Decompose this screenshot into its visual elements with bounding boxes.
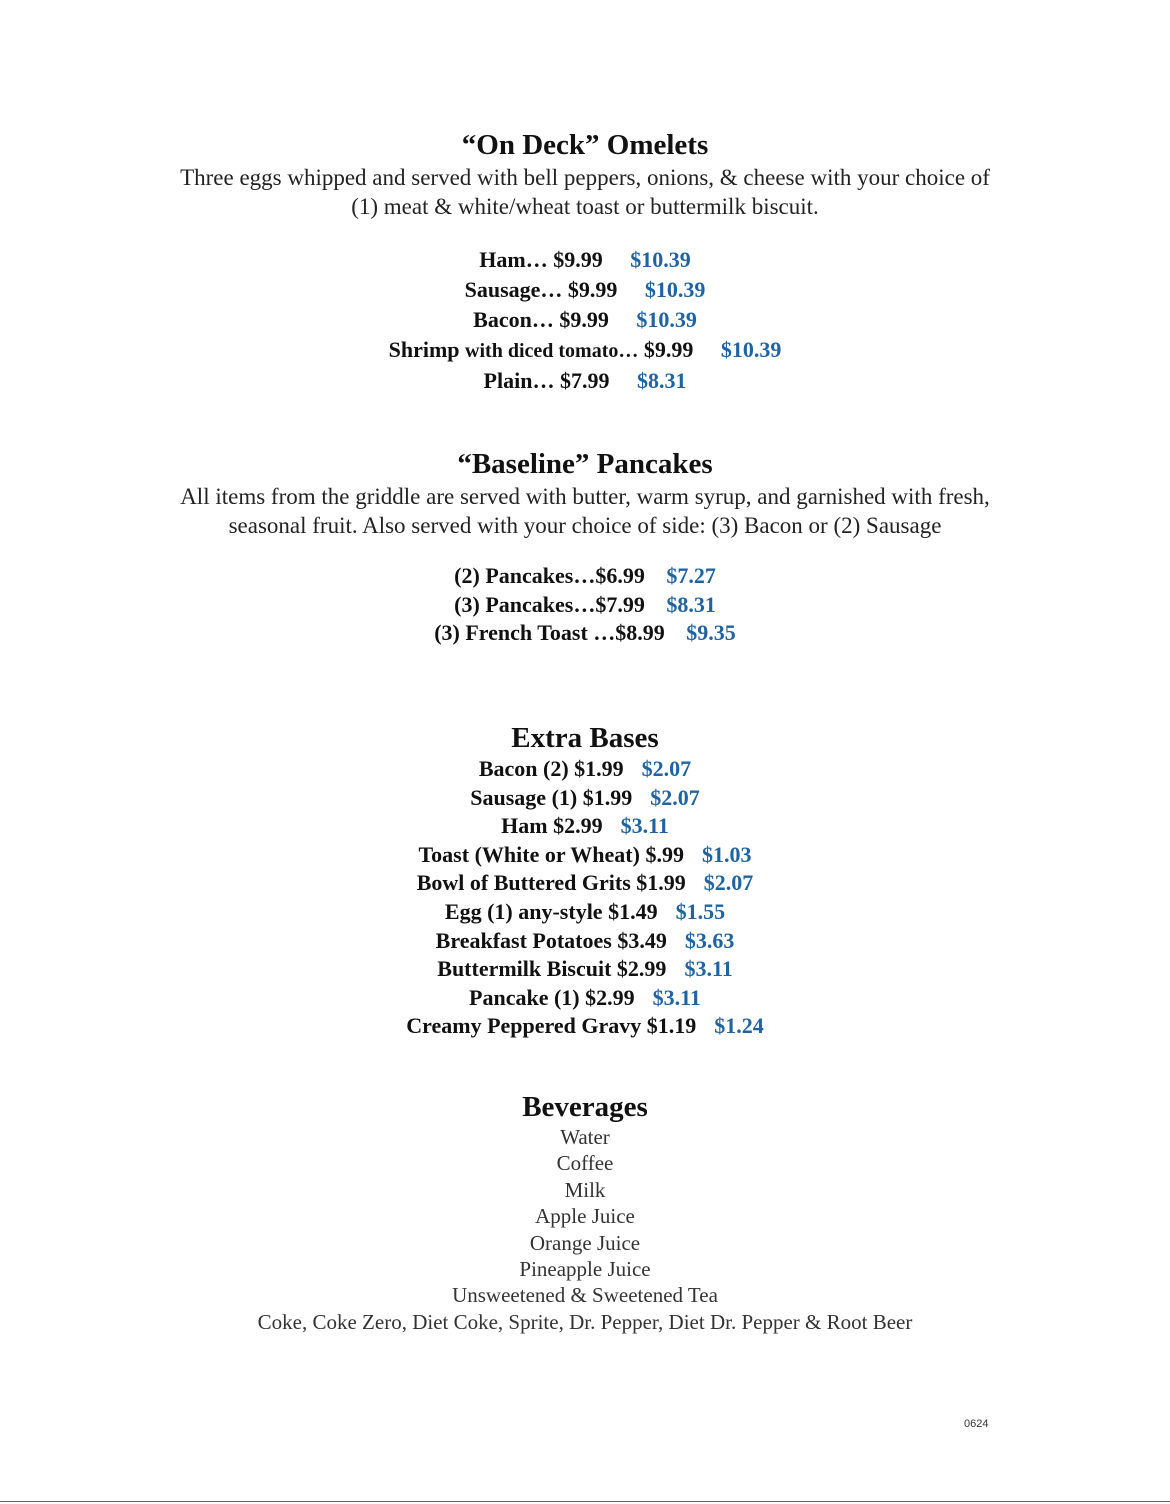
item-name: Bowl of Buttered Grits $1.99 <box>416 870 686 896</box>
menu-item <box>0 305 1170 335</box>
beverage-item: Coffee <box>556 1151 614 1176</box>
item-new-price: $2.07 <box>703 870 754 896</box>
beverage-item: Pineapple Juice <box>519 1257 651 1282</box>
item-new-price: $1.24 <box>714 1013 764 1039</box>
item-new-price: $9.35 <box>686 620 736 645</box>
item-new-price: $8.31 <box>666 591 716 617</box>
item-new-price: $10.39 <box>630 247 691 272</box>
item-name: Buttermilk Biscuit $2.99 <box>437 956 667 982</box>
pancakes-description-line1: All items from the griddle are served with butter, warm syrup, and garnished with fresh, <box>180 484 990 509</box>
menu-item <box>0 591 1170 620</box>
item-name: Creamy Peppered Gravy $1.19 <box>406 1013 697 1039</box>
menu-item <box>0 927 1170 956</box>
item-new-price: $10.39 <box>644 277 706 302</box>
item-name: Shrimp <box>388 337 460 362</box>
beverage-item: Milk <box>564 1177 606 1202</box>
menu-item <box>0 619 1170 648</box>
extras-heading: Extra Bases <box>511 722 659 754</box>
beverage-item: Orange Juice <box>529 1230 641 1255</box>
menu-item <box>0 869 1170 898</box>
menu-item <box>0 841 1170 870</box>
item-new-price: $3.63 <box>684 927 735 953</box>
menu-item <box>0 984 1170 1013</box>
menu-item <box>0 898 1170 927</box>
extras-list <box>0 755 1170 1041</box>
beverage-item: Water <box>560 1125 610 1149</box>
beverage-item: Coke, Coke Zero, Diet Coke, Sprite, Dr. Pepper, Diet Dr. Pepper & Root Beer <box>257 1309 913 1334</box>
item-new-price: $2.07 <box>650 784 700 810</box>
menu-item <box>0 755 1170 784</box>
item-price: $9.99 <box>643 337 694 362</box>
item-name: Bacon (2) $1.99 <box>478 756 624 781</box>
menu-item <box>0 335 1170 366</box>
pancakes-description-line2: seasonal fruit. Also served with your choice of side: (3) Bacon or (2) Sausage <box>228 513 942 538</box>
beverage-item: Apple Juice <box>535 1204 635 1229</box>
menu-item <box>0 955 1170 984</box>
item-name: Toast (White or Wheat) $.99 <box>418 841 684 867</box>
item-new-price: $7.27 <box>666 563 716 588</box>
item-name: Plain… <box>483 368 555 393</box>
item-name: Ham… <box>479 247 548 272</box>
item-new-price: $3.11 <box>620 813 669 839</box>
item-new-price: $1.55 <box>675 898 726 924</box>
item-new-price: $8.31 <box>636 368 687 393</box>
omelets-list <box>0 245 1170 396</box>
menu-code: 0624 <box>964 1418 989 1430</box>
menu-item <box>0 275 1170 305</box>
menu-item <box>0 784 1170 813</box>
omelets-heading: “On Deck” Omelets <box>461 129 709 161</box>
item-name: Ham $2.99 <box>501 813 603 839</box>
item-name: (3) French Toast …$8.99 <box>434 620 665 645</box>
item-price: $9.99 <box>553 247 603 272</box>
item-new-price: $1.03 <box>701 841 752 867</box>
item-name: (2) Pancakes…$6.99 <box>454 563 645 588</box>
item-name: Sausage (1) $1.99 <box>470 784 633 810</box>
pancakes-list <box>0 562 1170 648</box>
item-name: Breakfast Potatoes $3.49 <box>435 927 667 953</box>
pancakes-heading: “Baseline” Pancakes <box>457 448 713 480</box>
item-new-price: $3.11 <box>684 956 733 982</box>
item-new-price: $10.39 <box>636 307 697 332</box>
item-new-price: $10.39 <box>720 337 782 362</box>
item-name: (3) Pancakes…$7.99 <box>454 591 645 617</box>
item-name: Sausage… <box>464 277 563 302</box>
menu-item <box>0 1012 1170 1041</box>
menu-item <box>0 245 1170 275</box>
beverage-item: Unsweetened & Sweetened Tea <box>452 1283 718 1308</box>
menu-item <box>0 562 1170 591</box>
bottom-divider <box>0 1501 1170 1502</box>
item-price: $9.99 <box>567 277 618 302</box>
item-name: Bacon… <box>473 307 554 332</box>
item-new-price: $2.07 <box>641 756 692 781</box>
item-price: $7.99 <box>559 368 610 393</box>
item-name: Egg (1) any-style $1.49 <box>444 898 658 924</box>
menu-item <box>0 366 1170 396</box>
beverages-heading: Beverages <box>522 1091 648 1123</box>
omelets-description-line2: (1) meat & white/wheat toast or buttermilk biscuit. <box>351 194 819 219</box>
item-extra: with diced tomato… <box>465 340 639 362</box>
item-new-price: $3.11 <box>652 984 701 1010</box>
menu-item <box>0 812 1170 841</box>
item-name: Pancake (1) $2.99 <box>469 984 635 1010</box>
item-price: $9.99 <box>559 307 609 332</box>
omelets-description-line1: Three eggs whipped and served with bell peppers, onions, & cheese with your choice of <box>180 165 990 190</box>
beverages-list <box>0 1124 1170 1335</box>
